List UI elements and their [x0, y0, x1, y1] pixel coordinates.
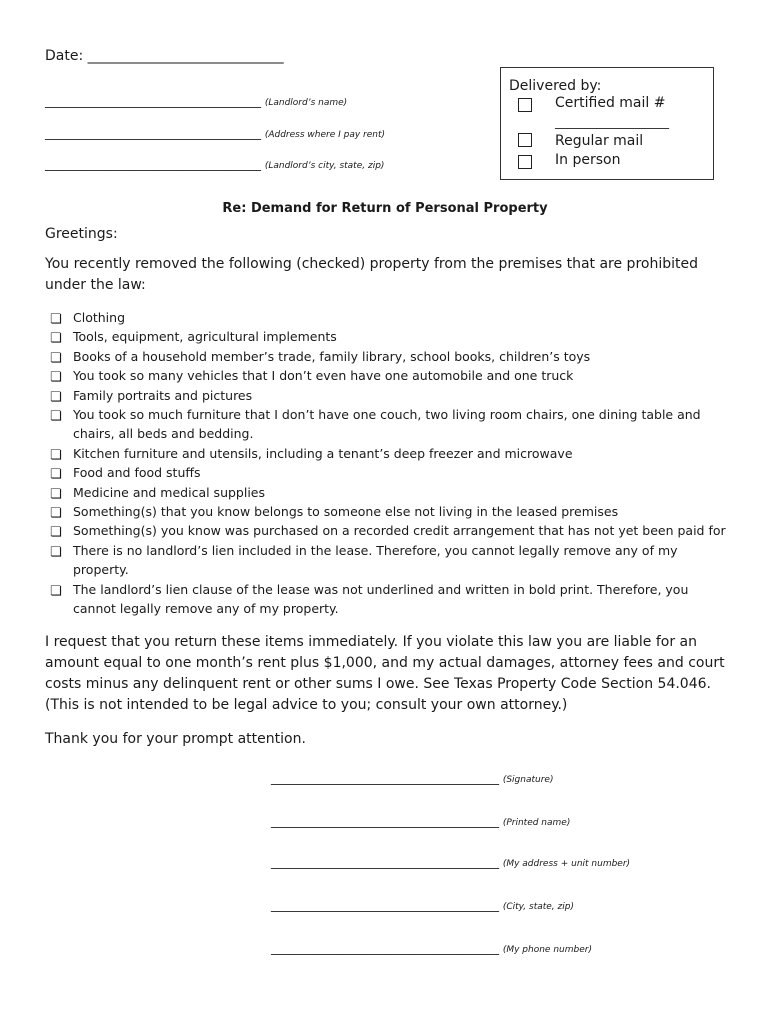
property-item-label: You took so much furniture that I don’t have one couch, two living room chairs, one dining table and chairs, all beds and bedding. [73, 407, 701, 442]
property-item-label: Kitchen furniture and utensils, including a tenant’s deep freezer and microwave [73, 445, 573, 461]
greeting: Greetings: [45, 226, 118, 242]
property-item-label: Something(s) that you know belongs to someone else not living in the leased premises [73, 504, 619, 520]
property-item [50, 444, 730, 463]
checkbox-bullet-icon[interactable]: ❏ [50, 486, 62, 502]
checkbox-bullet-icon[interactable]: ❏ [50, 331, 62, 347]
property-item-label: There is no landlord’s lien included in the lease. Therefore, you cannot legally remove any of my property. [73, 542, 678, 578]
checkbox-bullet-icon[interactable]: ❏ [50, 506, 62, 522]
my-city-line [271, 898, 574, 912]
property-item [50, 405, 730, 444]
signature-hint: (Signature) [502, 775, 554, 785]
property-item [50, 502, 730, 521]
checkbox-bullet-icon[interactable]: ❏ [50, 467, 62, 483]
certified-mail-label: Certified mail # [555, 95, 666, 111]
in-person-label: In person [555, 152, 621, 168]
signature-line [271, 771, 553, 785]
printed-name-blank: ______________________________________ [271, 814, 499, 828]
my-city-hint: (City, state, zip) [502, 902, 574, 912]
checkbox-bullet-icon[interactable]: ❏ [50, 447, 62, 463]
regular-mail-label: Regular mail [555, 133, 644, 149]
checkbox-bullet-icon[interactable]: ❏ [50, 312, 62, 327]
checkbox-bullet-icon[interactable]: ❏ [50, 409, 62, 425]
property-item-label: Tools, equipment, agricultural implements [73, 329, 337, 345]
my-address-blank: ______________________________________ [271, 855, 499, 869]
property-item [50, 347, 730, 366]
property-item-label: You took so many vehicles that I don’t even have one automobile and one truck [73, 368, 574, 384]
letter-heading: Re: Demand for Return of Personal Property [222, 201, 548, 216]
my-phone-line [271, 941, 592, 955]
property-checklist [50, 308, 730, 619]
checkbox-bullet-icon[interactable]: ❏ [50, 525, 62, 541]
my-phone-blank: ______________________________________ [271, 941, 499, 955]
property-item [50, 541, 730, 580]
checkbox-bullet-icon[interactable]: ❏ [50, 389, 62, 405]
printed-name-hint: (Printed name) [502, 818, 571, 828]
landlord-city-blank: ____________________________________ [45, 157, 261, 171]
landlord-name-line [45, 94, 347, 108]
checkbox-bullet-icon[interactable]: ❏ [50, 350, 62, 366]
property-item [50, 366, 730, 385]
my-city-blank: ______________________________________ [271, 898, 499, 912]
property-item-label: Clothing [73, 310, 126, 325]
property-item-label: Medicine and medical supplies [73, 484, 266, 500]
property-item-label: Books of a household member’s trade, family library, school books, children’s toys [73, 348, 591, 364]
printed-name-line [271, 814, 570, 828]
landlord-city-line [45, 157, 384, 171]
property-item-label: Family portraits and pictures [73, 387, 253, 403]
property-item [50, 580, 730, 619]
in-person-checkbox[interactable] [518, 155, 532, 169]
landlord-name-blank: ____________________________________ [45, 94, 261, 108]
landlord-name-hint: (Landlord’s name) [264, 98, 348, 108]
property-item [50, 463, 730, 482]
certified-mail-checkbox[interactable] [518, 98, 532, 112]
my-phone-hint: (My phone number) [502, 945, 592, 955]
property-item-label: Food and food stuffs [73, 465, 201, 481]
certified-number-blank: ___________________ [555, 115, 669, 129]
intro-paragraph: You recently removed the following (checked) property from the premises that are prohibited under the law: [45, 256, 698, 293]
property-item [50, 327, 730, 346]
landlord-address-hint: (Address where I pay rent) [264, 130, 386, 140]
property-item [50, 386, 730, 405]
delivery-method-box [500, 67, 714, 180]
date-line: Date: ____________________________ [45, 48, 284, 64]
property-item [50, 521, 730, 540]
checkbox-bullet-icon[interactable]: ❏ [50, 370, 62, 386]
property-item-label: The landlord’s lien clause of the lease was not underlined and written in bold print. Therefore, you cannot legally remove any of my property. [73, 581, 689, 617]
thanks-line: Thank you for your prompt attention. [45, 731, 306, 747]
my-address-hint: (My address + unit number) [502, 859, 631, 869]
property-item [50, 308, 730, 327]
delivery-title: Delivered by: [509, 78, 602, 94]
landlord-address-line [45, 126, 385, 140]
signature-blank: ______________________________________ [271, 771, 499, 785]
closing-paragraph: I request that you return these items immediately. If you violate this law you are liable for an amount equal to one month’s rent plus $1,000, and my actual damages, attorney fees and court costs minus any delinquent rent or other sums I owe. See Texas Property Code Section 54.046. (This is not intended to be legal advice to you; consult your own attorney.) [45, 634, 725, 713]
property-item [50, 483, 730, 502]
my-address-line [271, 855, 630, 869]
landlord-address-blank: ____________________________________ [45, 126, 261, 140]
landlord-city-hint: (Landlord’s city, state, zip) [264, 161, 385, 171]
property-item-label: Something(s) you know was purchased on a recorded credit arrangement that has not yet been paid for [73, 523, 726, 539]
checkbox-bullet-icon[interactable]: ❏ [50, 544, 62, 560]
regular-mail-checkbox[interactable] [518, 133, 532, 147]
checkbox-bullet-icon[interactable]: ❏ [50, 583, 62, 599]
